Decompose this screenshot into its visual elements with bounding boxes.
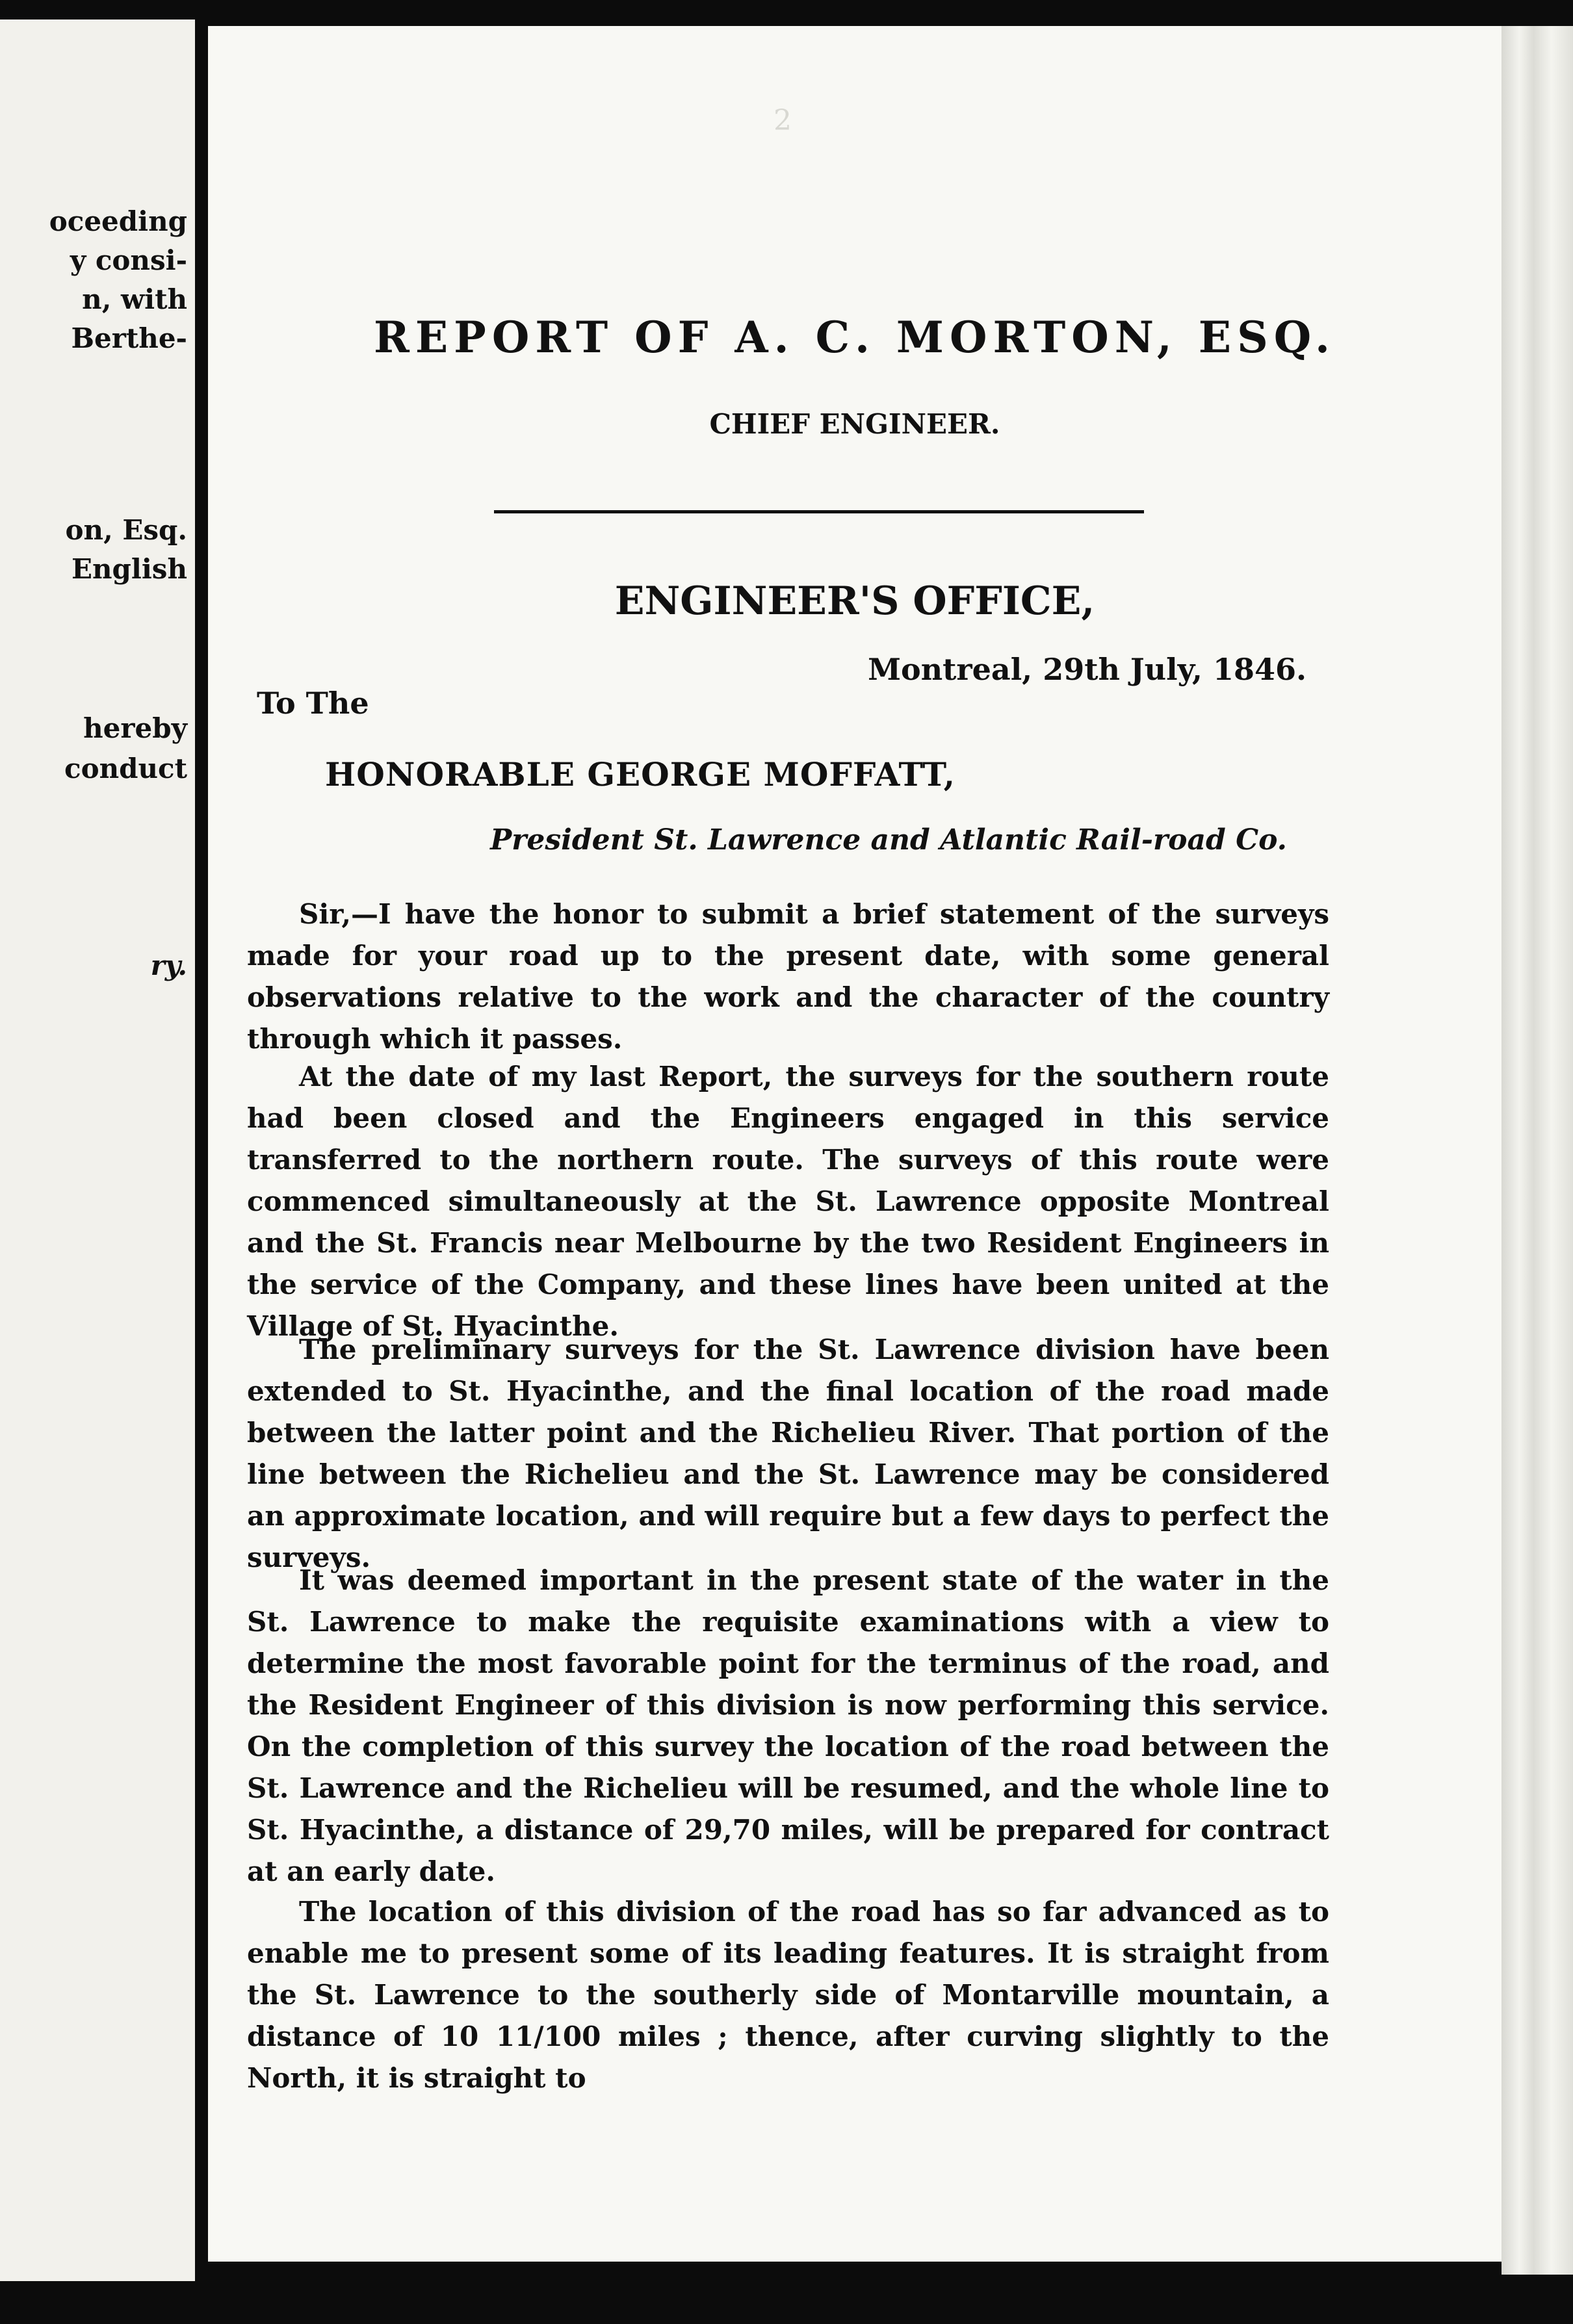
body-paragraph: The preliminary surveys for the St. Lawrence division have been extended to St. Hyacinthe, and the final location of the road made between the latter point and the Richelieu River. That portion of the line between the Richelieu and the St. Lawrence may be considered an approximate location, and will require but a few days to perfect the surveys. [247, 1334, 1329, 1573]
body-paragraph: At the date of my last Report, the surveys for the southern route had been closed and the Engineers engaged in this service transferred to the northern route. The surveys of this route were commenced simultaneously at the St. Lawrence opposite Montreal and the St. Francis near Melbourne by the two Resident Engineers in the service of the Company, and these lines have been united at the Village of St. Hyacinthe. [247, 1061, 1329, 1342]
facing-page-line: hereby [83, 712, 187, 744]
addressee-title: President St. Lawrence and Atlantic Rail-road Co. [490, 823, 1287, 857]
facing-page-line: English [71, 553, 187, 585]
body-paragraph: The location of this division of the road has so far advanced as to enable me to present some of its leading features. It is straight from the St. Lawrence to the southerly side of Montarville mountain, a distance of 10 11/100 miles ; thence, after curving slightly to the North, it is straight to [247, 1896, 1329, 2094]
divider-rule [494, 510, 1144, 513]
facing-page-line: n, with [82, 283, 187, 315]
page-stack-edge [1502, 26, 1573, 2275]
report-title: REPORT OF A. C. MORTON, ESQ. [374, 312, 1336, 363]
facing-page-line: conduct [64, 753, 187, 784]
body-paragraph: It was deemed important in the present state of the water in the St. Lawrence to make the requisite examinations with a view to determine the most favorable point for the terminus of the road, and the Resident Engineer of this division is now performing this service. On the completion of this survey the location of the road between the St. Lawrence and the Richelieu will be resumed, and the whole line to St. Hyacinthe, a distance of 29,70 miles, will be prepared for contract at an early date. [247, 1564, 1329, 1887]
facing-page-line: y consi- [70, 244, 187, 276]
facing-page-line: Berthe- [71, 322, 187, 354]
facing-page-line: on, Esq. [65, 514, 187, 546]
office-heading: ENGINEER'S OFFICE, [614, 578, 1095, 624]
report-subtitle: CHIEF ENGINEER. [709, 408, 1000, 440]
facing-page-fragment [0, 19, 195, 2281]
place-and-date: Montreal, 29th July, 1846. [868, 652, 1306, 687]
page-number: 2 [774, 104, 792, 137]
report-page [208, 26, 1502, 2262]
body-paragraph: Sir,—I have the honor to submit a brief statement of the surveys made for your road up to the present date, with some general observations relative to the work and the character of the country through which it passes. [247, 898, 1329, 1055]
facing-page-line: oceeding [49, 205, 187, 237]
salutation-to: To The [257, 686, 369, 721]
facing-page-line: ry. [150, 949, 187, 981]
addressee-name: HONORABLE GEORGE MOFFATT, [325, 755, 956, 794]
